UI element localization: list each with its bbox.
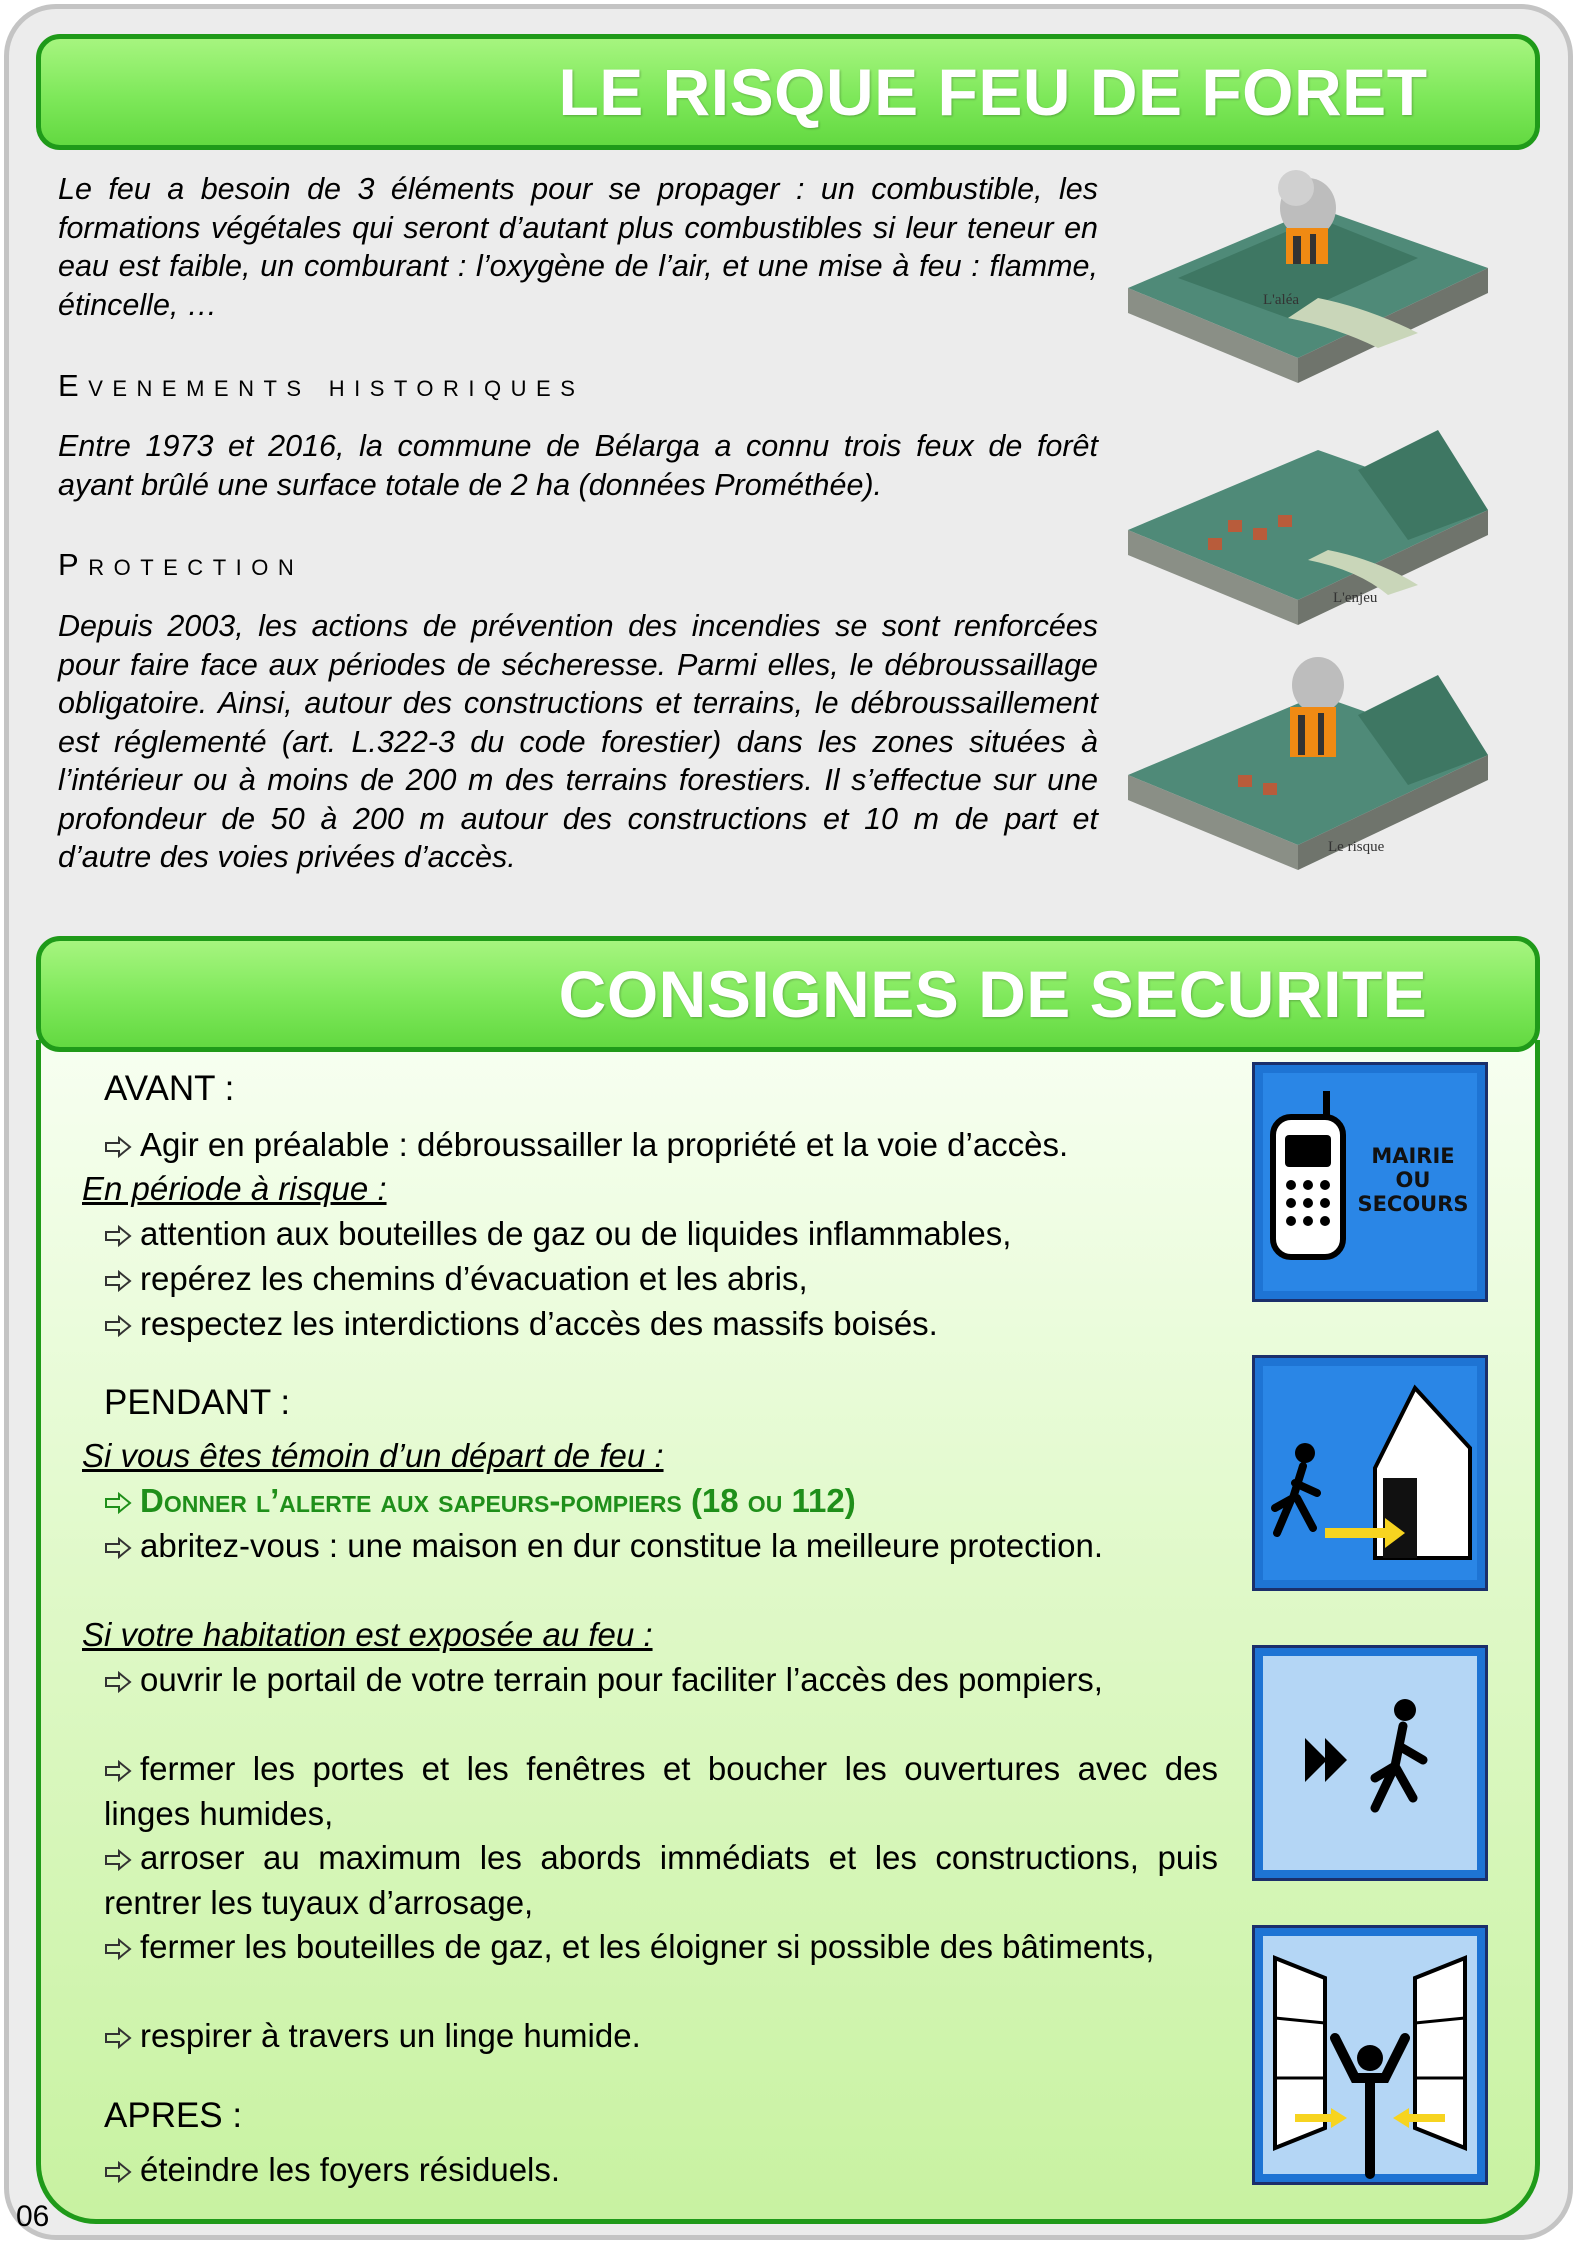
protection-heading-rest: rotection (88, 547, 304, 582)
picto-text-mairie: MAIRIE (1371, 1144, 1455, 1168)
arrow-right-icon (104, 2027, 134, 2049)
pendant-alert: Donner l’alerte aux sapeurs-pompiers (18 ou 112) (104, 1478, 856, 1523)
arrow-right-icon (104, 2161, 134, 2183)
arrow-right-icon (104, 1136, 134, 1158)
pendant-item-gas: fermer les bouteilles de gaz, et les éloigner si possible des bâtiments, (104, 1924, 1218, 1969)
forest-stake-illustration (1118, 410, 1498, 630)
window-close-icon (1255, 1928, 1485, 2182)
arrow-right-icon (104, 1671, 134, 1693)
run-to-house-icon (1255, 1358, 1485, 1588)
intro-paragraph: Le feu a besoin de 3 éléments pour se propager : un combustible, les formations végétales qui seront d’autant plus combustibles si leur teneur en eau est faible, un comburant : l’oxygène de l’air, et une mise à feu : flamme, étincelle, … (58, 172, 1098, 322)
phone-icon (1255, 1065, 1485, 1299)
illustration-label-risque: Le risque (1328, 839, 1385, 855)
pendant-item-breathe: respirer à travers un linge humide. (104, 2013, 641, 2058)
arrow-right-icon (104, 1537, 134, 1559)
pendant-period-1: Si vous êtes témoin d’un départ de feu : (82, 1437, 664, 1474)
apres-item-1: éteindre les foyers résiduels. (104, 2147, 560, 2192)
fast-forward-runner-icon (1255, 1648, 1485, 1878)
arrow-right-icon (104, 1849, 134, 1871)
pendant-item-close: fermer les portes et les fenêtres et boucher les ouvertures avec des linges humides, (104, 1750, 1218, 1832)
arrow-right-icon (104, 1938, 134, 1960)
avant-heading: AVANT : (104, 1069, 235, 1108)
pendant-heading: PENDANT : (104, 1383, 291, 1422)
illustration-label-alea: L'aléa (1263, 292, 1300, 308)
arrow-right-icon (104, 1760, 134, 1782)
avant-period: En période à risque : (82, 1170, 387, 1207)
protection-heading (58, 547, 303, 583)
history-heading (58, 368, 584, 404)
safety-title: CONSIGNES DE SECURITE (558, 957, 1428, 1031)
pendant-item-shelter: abritez-vous : une maison en dur constitue la meilleure protection. (104, 1523, 1218, 1568)
apres-heading: APRES : (104, 2096, 243, 2135)
forest-hazard-illustration (1118, 168, 1498, 388)
arrow-right-icon (104, 1225, 134, 1247)
close-windows-pictogram (1252, 1925, 1488, 2185)
risk-title: LE RISQUE FEU DE FORET (558, 55, 1428, 129)
forest-risk-illustration (1118, 655, 1498, 875)
picto-text-ou: OU (1395, 1168, 1431, 1192)
picto-text-secours: SECOURS (1357, 1192, 1469, 1216)
avant-item-3: repérez les chemins d’évacuation et les abris, (104, 1256, 808, 1301)
page-number: 06 (16, 2200, 50, 2233)
arrow-right-icon (104, 1315, 134, 1337)
protection-paragraph: Depuis 2003, les actions de prévention des incendies se sont renforcées pour faire face aux périodes de sécheresse. Parmi elles, le débroussaillage obligatoire. Ainsi, autour des constructions et terrains, le débroussaillement est réglementé (art. L.322-3 du code forestier) dans les zones situées à l’intérieur ou à moins de 200 m des terrains forestiers. Il s’effectue sur une profondeur de 50 à 200 m autour des constructions et 10 m de part et d’autre des voies privées d’accès. (58, 609, 1098, 874)
avant-item-4: respectez les interdictions d’accès des massifs boisés. (104, 1301, 938, 1346)
safety-banner (36, 936, 1540, 1052)
history-paragraph: Entre 1973 et 2016, la commune de Bélarga a connu trois feux de forêt ayant brûlé une surface totale de 2 ha (données Prométhée). (58, 429, 1098, 502)
evacuate-pictogram (1252, 1645, 1488, 1881)
pendant-item-gate: ouvrir le portail de votre terrain pour faciliter l’accès des pompiers, (104, 1657, 1218, 1702)
pendant-period-2: Si votre habitation est exposée au feu : (82, 1616, 653, 1653)
protection-heading-initial: P (58, 547, 89, 582)
shelter-pictogram (1252, 1355, 1488, 1591)
pendant-item-water: arroser au maximum les abords immédiats et les constructions, puis rentrer les tuyaux d’arrosage, (104, 1839, 1218, 1921)
avant-item-1: Agir en préalable : débroussailler la propriété et la voie d’accès. (104, 1122, 1068, 1167)
illustration-label-enjeu: L'enjeu (1333, 590, 1378, 606)
risk-banner (36, 34, 1540, 150)
history-heading-initial: E (58, 368, 89, 403)
history-heading-rest: venements historiques (88, 368, 585, 403)
phone-call-pictogram (1252, 1062, 1488, 1302)
arrow-right-icon (104, 1492, 134, 1514)
arrow-right-icon (104, 1270, 134, 1292)
avant-item-2: attention aux bouteilles de gaz ou de liquides inflammables, (104, 1211, 1011, 1256)
